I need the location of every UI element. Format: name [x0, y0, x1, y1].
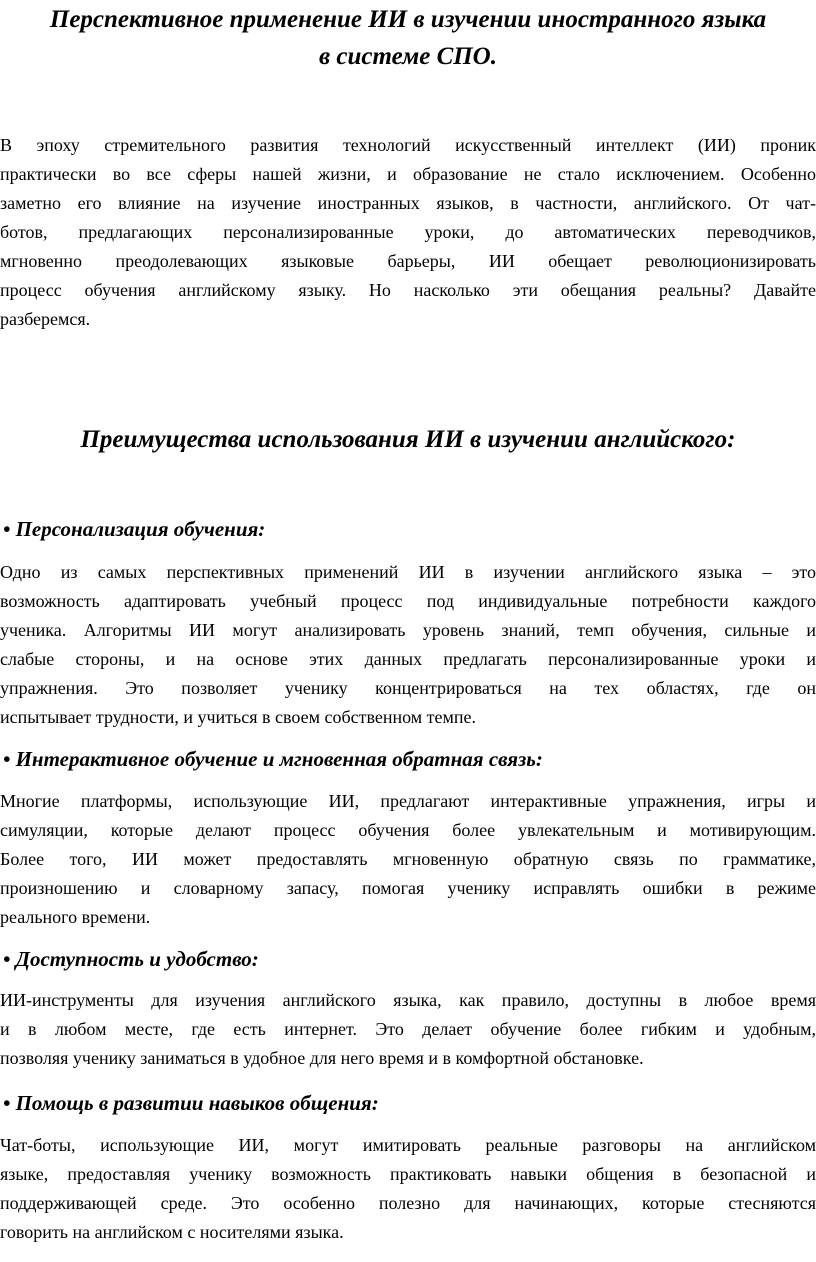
intro-line: процесс обучения английскому языку. Но насколько эти обещания реальны? Давайте [0, 280, 816, 300]
body-line: Многие платформы, использующие ИИ, предлагают интерактивные упражнения, игры и [0, 791, 816, 811]
body-line: ученика. Алгоритмы ИИ могут анализировать уровень знаний, темп обучения, сильные и [0, 620, 816, 640]
section-heading-personalization: • Персонализация обучения: [3, 517, 266, 541]
body-line: позволяя ученику заниматься в удобное для него время и в комфортной обстановке. [0, 1048, 644, 1068]
section-body-accessibility [0, 986, 816, 1073]
body-line: Чат-боты, использующие ИИ, могут имитировать реальные разговоры на английском [0, 1135, 816, 1155]
body-line: испытывает трудности, и учиться в своем собственном темпе. [0, 707, 477, 727]
advantages-heading: Преимущества использования ИИ в изучении английского: [80, 426, 736, 453]
body-line: языке, предоставляя ученику возможность практиковать навыки общения в безопасной и [0, 1164, 816, 1184]
body-line: упражнения. Это позволяет ученику концентрироваться на тех областях, где он [0, 678, 816, 698]
body-line: произношению и словарному запасу, помогая ученику исправлять ошибки в режиме [0, 878, 816, 898]
section-heading-interactive: • Интерактивное обучение и мгновенная обратная связь: [3, 747, 543, 771]
section-body-personalization [0, 558, 816, 732]
intro-line: разберемся. [0, 309, 91, 329]
section-body-interactive [0, 787, 816, 932]
body-line: Более того, ИИ может предоставлять мгновенную обратную связь по грамматике, [0, 849, 816, 869]
document-title-line-1: Перспективное применение ИИ в изучении иностранного языка [49, 6, 767, 33]
body-line: слабые стороны, и на основе этих данных предлагать персонализированные уроки и [0, 649, 816, 669]
body-line: поддерживающей среде. Это особенно полезно для начинающих, которые стесняются [0, 1193, 816, 1213]
intro-line: практически во все сферы нашей жизни, и образование не стало исключением. Особенно [0, 164, 816, 184]
body-line: говорить на английском с носителями языка. [0, 1222, 344, 1242]
intro-line: В эпоху стремительного развития технологий искусственный интеллект (ИИ) проник [0, 135, 816, 155]
intro-paragraph [0, 131, 816, 334]
body-line: и в любом месте, где есть интернет. Это делает обучение более гибким и удобным, [0, 1019, 816, 1039]
section-heading-communication: • Помощь в развитии навыков общения: [3, 1091, 379, 1115]
body-line: реального времени. [0, 907, 151, 927]
body-line: симуляции, которые делают процесс обучения более увлекательным и мотивирующим. [0, 820, 816, 840]
body-line: возможность адаптировать учебный процесс под индивидуальные потребности каждого [0, 591, 816, 611]
body-line: ИИ-инструменты для изучения английского языка, как правило, доступны в любое время [0, 990, 816, 1010]
document-title-line-2: в системе СПО. [318, 43, 497, 70]
intro-line: ботов, предлагающих персонализированные уроки, до автоматических переводчиков, [0, 222, 816, 242]
intro-line: заметно его влияние на изучение иностранных языков, в частности, английского. От чат- [0, 193, 816, 213]
body-line: Одно из самых перспективных применений ИИ в изучении английского языка – это [0, 562, 816, 582]
intro-line: мгновенно преодолевающих языковые барьеры, ИИ обещает революционизировать [0, 251, 816, 271]
section-body-communication [0, 1131, 816, 1247]
section-heading-accessibility: • Доступность и удобство: [3, 947, 259, 971]
